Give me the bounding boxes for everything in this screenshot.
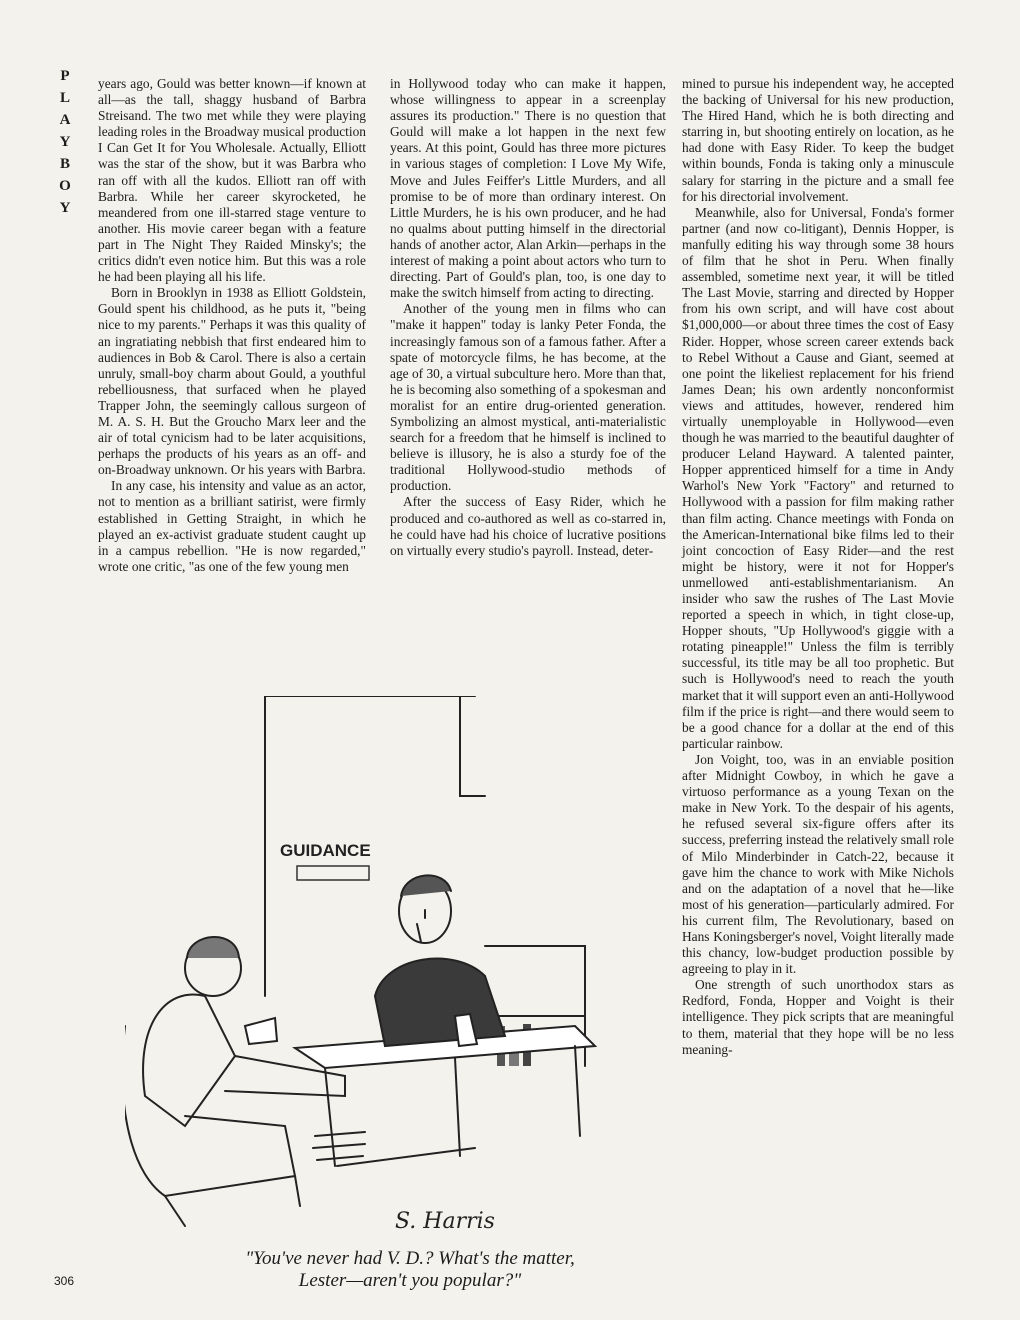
masthead-letter: B <box>59 156 70 172</box>
paragraph: One strength of such unorthodox stars as Redford, Fonda, Hopper and Voight is their intelligence. They pick scripts that are meaningful to them, material that they hope will be no less meaning- <box>682 977 954 1057</box>
counselor-figure <box>375 959 505 1046</box>
cartoon-caption <box>140 1248 680 1292</box>
article-column-2 <box>390 76 666 559</box>
article-column-1 <box>98 76 366 575</box>
caption-line: "You've never had V. D.? What's the matter, <box>245 1248 575 1269</box>
article-column-3 <box>682 76 954 1058</box>
masthead-letter: O <box>59 178 71 194</box>
paragraph: Born in Brooklyn in 1938 as Elliott Goldstein, Gould spent his childhood, as he puts it, "being nice to my parents." Perhaps it was this quality of an ingratiating nebbish that first endeared him to audiences in Bob & Carol. There is also a certain unruly, small-boy charm about Gould, a youthful rebelliousness, that surfaced when he played Trapper John, the seemingly callous surgeon of M. A. S. H. But the Groucho Marx leer and the air of total cynicism had to be later acquisitions, perhaps the products of his years as an off- and on-Broadway unknown. Or his years with Barbra. <box>98 285 366 478</box>
masthead-letter: Y <box>59 134 71 150</box>
masthead <box>52 68 78 222</box>
page-number: 306 <box>54 1274 75 1288</box>
masthead-letter: P <box>60 68 70 84</box>
paragraph: Jon Voight, too, was in an enviable position after Midnight Cowboy, in which he gave a virtuoso performance as a young Texan on the make in New York. To the despair of his agents, he refused several six-figure offers after its success, preferring instead the relatively small role of Milo Minderbinder in Catch-22, because it gave him the chance to work with Mike Nichols and on the adaptation of a novel that he—like most of his generation—particularly admired. For his current film, The Revolutionary, based on Hans Koningsberger's novel, Voight literally made this chancy, low-budget production possible by agreeing to play in it. <box>682 751 954 977</box>
paragraph: mined to pursue his independent way, he accepted the backing of Universal for his new production, The Hired Hand, which he is both directing and starring in, but shooting entirely on location, as he had done with Easy Rider. To keep the budget within bounds, Fonda is taking only a minuscule salary for starring in the picture and a small fee for his directorial involvement. <box>682 76 954 204</box>
artist-signature: S. Harris <box>395 1209 495 1234</box>
student-figure <box>143 994 235 1126</box>
paragraph: In any case, his intensity and value as an actor, not to mention as a brilliant satirist, were firmly established in Getting Straight, in which he played an ex-activist graduate student caught up in a campus rebellion. "He is now regarded," wrote one critic, "as one of the few young men <box>98 478 366 574</box>
paragraph: years ago, Gould was better known—if known at all—as the tall, shaggy husband of Barbra Streisand. The two met while they were playing leading roles in the Broadway musical production I Can Get It for You Wholesale. Actually, Elliott was the star of the show, but it was Barbra who ran off with all the kudos. Elliott ran off with Barbra. While her career skyrocketed, he meandered from one ill-starred stage venture to another. His movie career began with a feature part in The Night They Raided Minsky's; the critics didn't even notice him. But this was a role he had been playing all his life. <box>98 76 366 285</box>
cartoon-illustration <box>125 696 645 1244</box>
paragraph: Meanwhile, also for Universal, Fonda's former partner (and now co-litigant), Dennis Hopper, is manfully editing his way through some 38 hours of film that he shot in Peru. When finally assembled, sometime next year, it will be titled The Last Movie, starring and directed by Hopper from his own script, and will have cost about $1,000,000—or about three times the cost of Easy Rider. Hopper, whose screen career extends back to Rebel Without a Cause and Giant, seemed at one point the likeliest replacement for his friend James Dean; his own ardently nonconformist views and attitudes, however, rendered him virtually unemployable in Hollywood—even though he was married to the beautiful daughter of producer Leland Hayward. A talented painter, Hopper apprenticed himself for a time in Andy Warhol's New York "Factory" and returned to Hollywood with a passion for film making rather than film acting. Chance meetings with Fonda on the American-International bike films led to their joint concoction of Easy Rider—and the rest might be history, were it not for Hopper's unmellowed anti-establishmentarianism. An insider who saw the rushes of The Last Movie reported a speech in which, in tight close-up, Hopper shouts, "Up Hollywood's giggie with a rotating pineapple!" Unless the film is terribly successful, its title may be all too prophetic. But such is Hollywood's need to reach the youth market that it will support even an anti-Hollywood film if the price is right—and there would seem to be a good chance for a dollar at the end of this particular rainbow. <box>682 204 954 751</box>
door-sign-text: GUIDANCE <box>280 841 371 860</box>
paragraph: in Hollywood today who can make it happen, whose willingness to appear in a screenplay assures its production." There is no question that Gould will make a lot happen in the next few years. At this point, Gould has three more pictures in various stages of completion: I Love My Wife, Move and Jules Feiffer's Little Murders, and all promise to be of more than ordinary interest. On Little Murders, he is his own producer, and he had no qualms about putting himself in the directorial hands of another actor, Alan Arkin—perhaps in the interest of making a point about actors who turn to directing. Part of Gould's plan, too, is one day to make the switch himself from acting to directing. <box>390 76 666 301</box>
masthead-letter: L <box>59 90 70 106</box>
paragraph: Another of the young men in films who can "make it happen" today is lanky Peter Fonda, the increasingly famous son of a famous father. After a spate of motorcycle films, he has become, at the age of 30, a virtual subculture hero. More than that, he is becoming also something of a spokesman and moralist for an entire drug-oriented generation. Symbolizing an almost mystical, anti-materialistic search for a freedom that he himself is inclined to believe is illusory, he is also a sturdy foe of the traditional Hollywood-studio methods of production. <box>390 301 666 494</box>
caption-line: Lester—aren't you popular?" <box>298 1270 522 1291</box>
paragraph: After the success of Easy Rider, which he produced and co-authored as well as co-starred in, he could have had his choice of lucrative positions on virtually every studio's payroll. Instead, deter- <box>390 494 666 558</box>
masthead-letter: Y <box>59 200 71 216</box>
masthead-letter: A <box>59 112 71 128</box>
